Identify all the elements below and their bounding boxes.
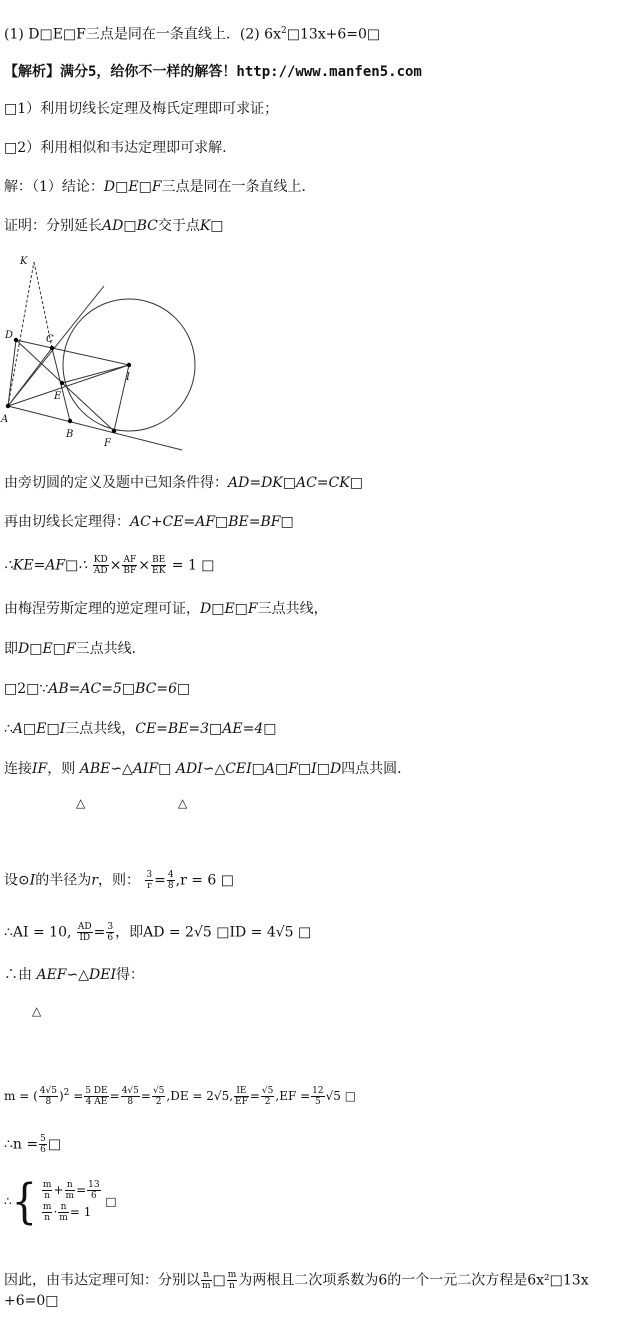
- step-radius: 设⊙I的半径为r，则： $\frac{3}{r}$ = $\frac{4}{8}$ ,r = 6 □: [4, 870, 234, 891]
- point-d: [14, 338, 18, 342]
- step-m-value: m = ( $\frac{4√5}{8}$ )$^2$ = $\frac{5 DE}{4 AE}$ = $\frac{4√5}{8}$ = $\frac{√5}{2}$ ,DE = 2√5, $\frac{IE}{EF}$ = $\frac{√5}{2}$ ,EF = $\frac{12}{5}$ √5 □: [4, 1086, 357, 1107]
- triangle-symbol: △: [178, 796, 188, 810]
- analysis-point-2: □2）利用相似和韦达定理即可求解.: [4, 140, 227, 156]
- step-system: ∴{ $\frac{m}{n}$ + $\frac{n}{m}$ = $\frac{13}{6}$ $\frac{m}{n}$ · $\frac{n}{m}$ = 1 □: [4, 1174, 117, 1230]
- point-f: [112, 429, 116, 433]
- geometry-figure: [0, 250, 210, 455]
- label-b: B: [66, 429, 74, 440]
- label-a: A: [1, 414, 9, 425]
- part2-given: □2□∵AB=AC=5□BC=6□: [4, 681, 191, 697]
- point-i: [127, 363, 131, 367]
- part2-similar: 连接IF，则 ABE∽△AIF□ ADI∽△CEI□A□F□I□D四点共圆．: [4, 761, 412, 777]
- line-a-d: [8, 340, 16, 406]
- step-tangent-length: 再由切线长定理得：AC+CE=AF□BE=BF□: [4, 514, 294, 530]
- conclusion-line: 因此，由韦达定理可知：分别以 $\frac{n}{m}$ □ $\frac{m}{n}$ 为两根且二次项系数为6的一个一元二次方程是6x²□13x: [4, 1270, 589, 1291]
- point-e: [60, 381, 64, 385]
- step-excircle-def: 由旁切圆的定义及题中已知条件得：AD=DK□AC=CK□: [4, 475, 363, 491]
- step-collinear: 即D□E□F三点共线．: [4, 641, 146, 657]
- line-d-i: [16, 340, 129, 365]
- triangle-symbol: △: [32, 1004, 42, 1018]
- analysis-title: 【解析】满分5，给你不一样的解答！http://www.manfen5.com: [4, 64, 422, 80]
- point-b: [68, 419, 72, 423]
- step-ratio-product: ∴KE=AF□∴ $\frac{KD}{AD}$ × $\frac{AF}{BF}$ × $\frac{BE}{EK}$ = 1 □: [4, 555, 215, 576]
- triangle-symbol: △: [76, 796, 86, 810]
- conclusion-end: +6=0□: [4, 1293, 59, 1309]
- point-a: [6, 404, 10, 408]
- label-c: C: [46, 334, 54, 345]
- brace-icon: {: [11, 1174, 38, 1230]
- solution-conclusion: 解：（1）结论：D□E□F三点是同在一条直线上．: [4, 179, 316, 195]
- analysis-point-1: □1）利用切线长定理及梅氏定理即可求证；: [4, 101, 279, 117]
- line-e-i: [62, 365, 129, 383]
- step-menelaus: 由梅涅劳斯定理的逆定理可证，D□E□F三点共线，: [4, 601, 328, 617]
- line-a-i: [8, 365, 129, 406]
- proof-start: 证明：分别延长AD□BC交于点K□: [4, 218, 224, 234]
- label-i: I: [126, 372, 130, 383]
- step-ai-ad-id: ∴AI = 10, $\frac{AD}{ID}$ = $\frac{3}{6}$ ，即AD = 2√5 □ID = 4√5 □: [4, 922, 312, 943]
- label-d: D: [5, 330, 14, 341]
- line-d-f: [16, 340, 114, 431]
- answer-line: (1) D□E□F三点是同在一条直线上．(2) $6x^2□13x+6=0□$: [4, 26, 381, 43]
- part2-collinear: ∴A□E□I三点共线，CE=BE=3□AE=4□: [4, 721, 277, 737]
- label-k: K: [20, 256, 28, 267]
- step-similar-aef: ∴由 AEF∽△DEI得：: [4, 967, 144, 983]
- point-c: [50, 346, 54, 350]
- label-f: F: [104, 438, 111, 449]
- line-a-f: [8, 406, 182, 450]
- step-n-value: ∴n = $\frac{5}{6}$ □: [4, 1134, 62, 1155]
- label-e: E: [54, 391, 62, 402]
